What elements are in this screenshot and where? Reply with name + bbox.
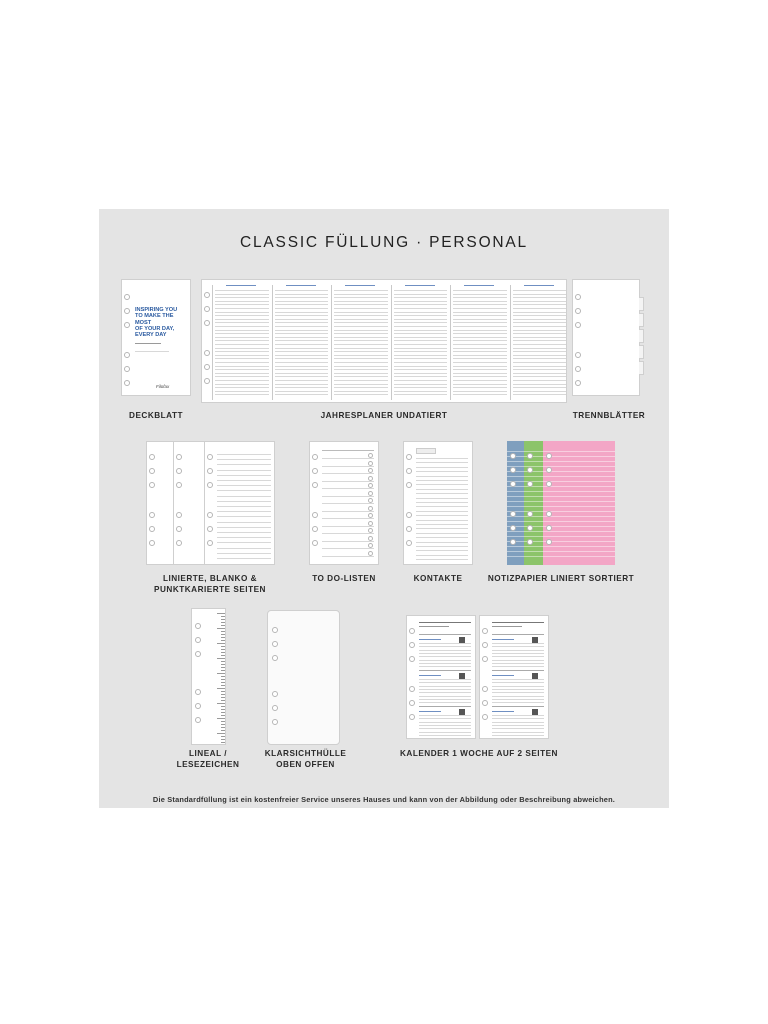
label-deckblatt: DECKBLATT [129, 411, 183, 420]
product-panel [99, 209, 669, 808]
cover-headline: INSPIRING YOU TO MAKE THE MOST OF YOUR DAY, EVERY DAY [135, 307, 178, 339]
label-kalender: KALENDER 1 WOCHE AUF 2 SEITEN [400, 749, 558, 758]
colored-note-paper [507, 441, 615, 565]
label-linierte: LINIERTE, BLANKO & PUNKTKARIERTE SEITEN [154, 574, 266, 594]
disclaimer: Die Standardfüllung ist ein kostenfreier Service unseres Hauses und kann von der Abbildung oder Beschreibung abweichen. [152, 795, 616, 804]
calendar-right-page [479, 615, 549, 739]
contacts-page [403, 441, 473, 565]
divider-tab [639, 329, 644, 343]
divider-tab [639, 313, 644, 327]
cover-brand: Filofax [156, 384, 170, 389]
year-planner-sheet [201, 279, 567, 403]
divider-tab [639, 297, 644, 311]
cover-page [121, 279, 191, 396]
clear-pocket [267, 610, 340, 745]
dotted-page [204, 441, 275, 565]
label-todo: TO DO-LISTEN [312, 574, 376, 583]
divider-tab [639, 345, 644, 359]
blank-page [173, 441, 205, 565]
divider-page [572, 279, 640, 396]
label-notizpapier: NOTIZPAPIER LINIERT SORTIERT [487, 574, 635, 583]
panel-title: CLASSIC FÜLLUNG · PERSONAL [240, 234, 528, 251]
divider-tab [639, 361, 644, 375]
label-jahresplaner: JAHRESPLANER UNDATIERT [320, 411, 448, 420]
calendar-left-page [406, 615, 476, 739]
lined-page [146, 441, 174, 565]
label-kontakte: KONTAKTE [413, 574, 463, 583]
label-lineal: LINEAL / LESEZEICHEN [176, 749, 240, 769]
todo-page [309, 441, 379, 565]
label-klarsicht: KLARSICHTHÜLLE OBEN OFFEN [264, 749, 347, 769]
label-trennblaetter: TRENNBLÄTTER [572, 411, 646, 420]
ruler-bookmark [191, 608, 226, 745]
